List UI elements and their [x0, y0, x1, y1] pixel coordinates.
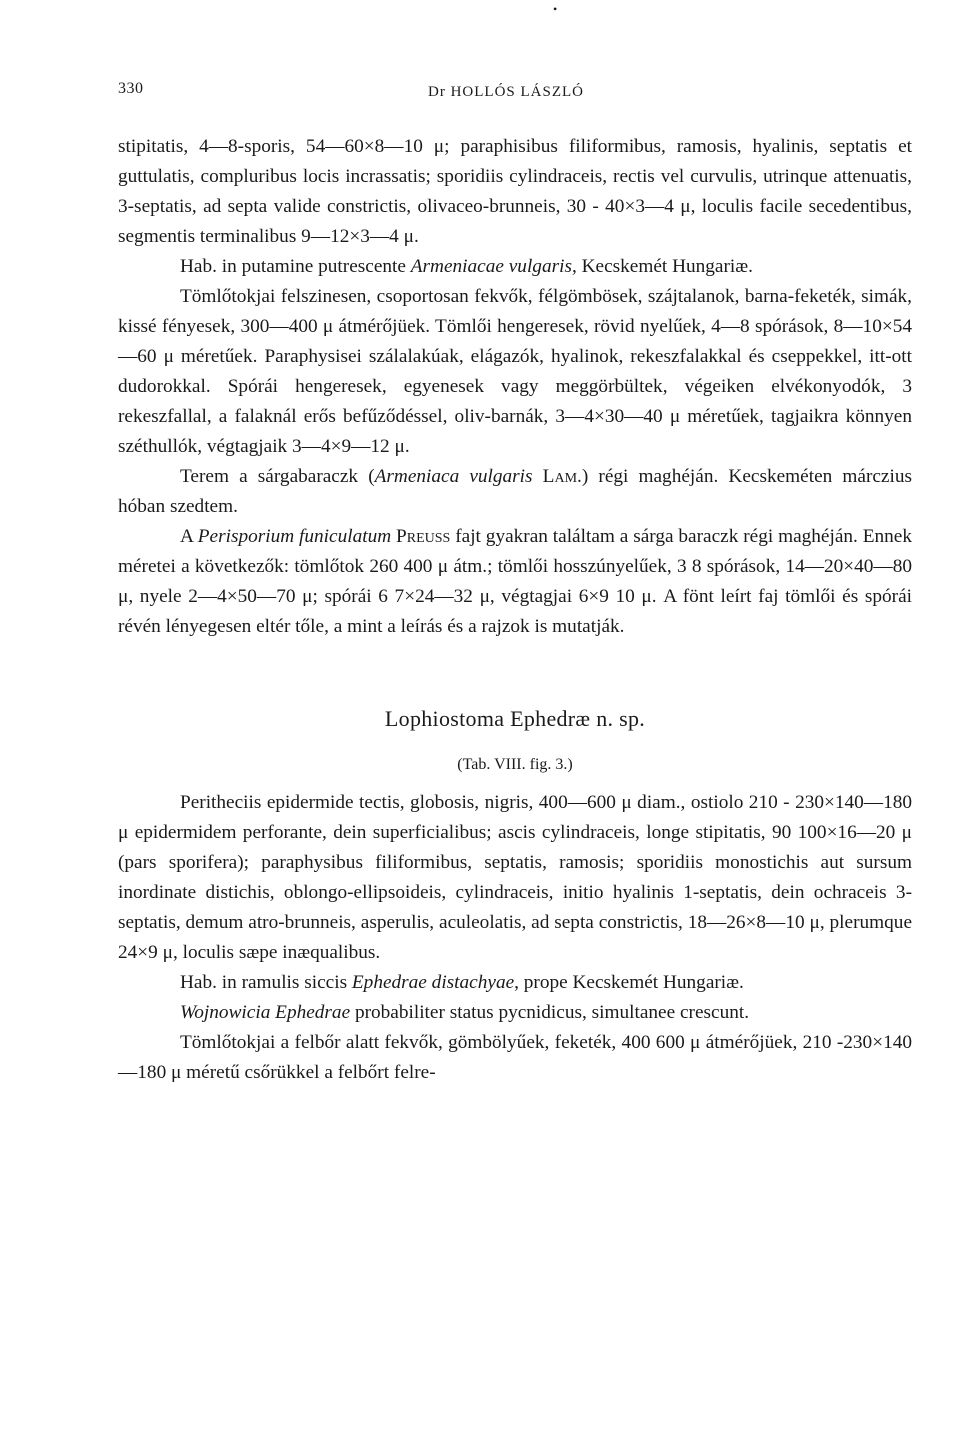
text-run: Peritheciis epidermide tectis, globosis, nigris, 400—600 μ diam., ostiolo 210 - 230×140—180 μ epidermidem perforante, dein superficialibus; ascis cylindraceis, longe stipitatis, 90 100×16—20 μ (pars sporifera); paraphysibus filiformibus, septatis, ramosis; sporidiis monostichis aut sursum inordinate distichis, oblongo-ellipsoideis, cylindraceis, initio hyalinis 1-septatis, dein ochraceis 3-septatis, demum atro-brunneis, asperulis, aculeolatis, ad septa constrictis, 18—26×8—10 μ, plerumque 24×9 μ, loculis sæpe inæqualibus.	[118, 792, 912, 963]
text-run: A	[180, 526, 198, 547]
running-head: Dr HOLLÓS LÁSZLÓ	[428, 84, 584, 100]
paragraph-occurrence	[118, 462, 912, 522]
paragraph-latin-diagnosis	[118, 788, 912, 968]
plate-reference: (Tab. VIII. fig. 3.)	[457, 756, 573, 773]
text-run: Hab. in ramulis siccis	[180, 972, 352, 993]
author-name: Lam.	[532, 466, 582, 487]
text-run: ) régi maghéján. Kecskeméten márczius hóban szedtem.	[118, 466, 912, 517]
species-name: Ephedrae distachyae	[351, 972, 515, 993]
text-run: Tömlőtokjai felszinesen, csoportosan fekvők, félgömbösek, szájtalanok, barna-feketék, simák, kissé fényesek, 300—400 μ átmérőjüek. Tömlői hengeresek, rövid nyelűek, 4—8 spórások, 8—10×54—60 μ méretűek. Paraphysisei szálalakúak, elágazók, hyalinok, rekeszfalakkal és cseppekkel, itt-ott dudorokkal. Spórái hengeresek, egyenesek vagy meggörbültek, végeiken elvékonyodók, 3 rekeszfallal, a falaknál erős befűződéssel, oliv-barnák, 3—4×30—40 μ méretűek, tagjaikra könnyen széthullók, végtagjaik 3—4×9—12 μ.	[118, 286, 912, 457]
species-name: Armeniacae vulgaris	[410, 256, 572, 277]
paragraph-habitat	[118, 252, 912, 282]
text-run: Hab. in putamine putrescente	[180, 256, 411, 277]
species-name: Perisporium funiculatum	[197, 526, 392, 547]
text-run: Tömlőtokjai a felbőr alatt fekvők, gömbölyűek, feketék, 400 600 μ átmérőjüek, 210 -230×140—180 μ méretű csőrükkel a felbőrt felre-	[118, 1032, 912, 1083]
body-text	[118, 132, 912, 1088]
section-title: Lophiostoma Ephedræ n. sp.	[384, 706, 646, 731]
paragraph-hungarian-description	[118, 282, 912, 462]
text-run: , prope Kecskemét Hungariæ.	[514, 972, 744, 993]
text-run: probabiliter status pycnidicus, simultanee crescunt.	[350, 1002, 750, 1023]
species-name: Wojnowicia Ephedrae	[180, 1002, 351, 1023]
text-run: fajt gyakran találtam a sárga baraczk régi maghéján. Ennek méretei a következők: tömlőtok 260 400 μ átm.; tömlői hosszúnyelűek, 3 8 spórások, 14—20×40—80 μ, nyele 2—4×50—70 μ; spórái 6 7×24—32 μ, végtagjai 6×9 10 μ. A fönt leírt faj tömlői és spórái révén lényegesen eltér tőle, a mint a leírás és a rajzok is mutatják.	[118, 526, 912, 637]
text-run: stipitatis, 4—8-sporis, 54—60×8—10 μ; paraphisibus filiformibus, ramosis, hyalinis, septatis et guttulatis, compluribus locis incrassatis; sporidiis cylindraceis, rectis vel curvulis, utrinque attenuatis, 3-septatis, ad septa valide constrictis, olivaceo-brunneis, 30 - 40×3—4 μ, loculis facile secedentibus, segmentis terminalibus 9—12×3—4 μ.	[118, 136, 912, 247]
page-number: 330	[118, 80, 144, 97]
corner-mark: •	[553, 2, 558, 16]
paragraph-comparison	[118, 522, 912, 642]
paragraph-habitat-2	[118, 968, 912, 998]
page-header	[118, 78, 912, 112]
author-name: Preuss	[391, 526, 451, 547]
paragraph-hungarian-description-2	[118, 1028, 912, 1088]
paragraph-description-continued	[118, 132, 912, 252]
paragraph-pycnidial-state	[118, 998, 912, 1028]
text-run: Terem a sárgabaraczk (	[180, 466, 375, 487]
text-run: , Kecskemét Hungariæ.	[571, 256, 753, 277]
species-name: Armeniaca vulgaris	[374, 466, 533, 487]
